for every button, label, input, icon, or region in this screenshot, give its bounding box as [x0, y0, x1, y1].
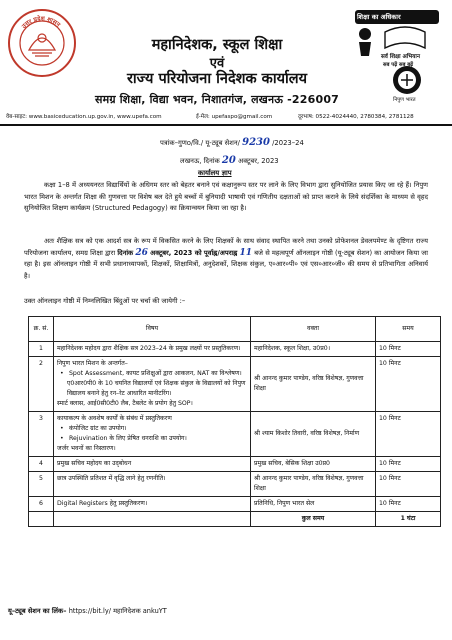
table-header-row [29, 317, 441, 342]
row-time: 10 मिनट [376, 497, 441, 512]
row-time: 10 मिनट [376, 357, 441, 412]
header-time: समय [376, 317, 441, 342]
row-topic: प्रमुख सचिव महोदय का उद्‌बोधन [54, 457, 251, 472]
office-title-line-1: महानिदेशक, स्कूल शिक्षा [151, 37, 283, 53]
header-serial: क्र. सं. [29, 317, 54, 342]
para2-time-handwritten: 11 [239, 247, 253, 258]
para2-date-prefix: दिनांक [117, 248, 134, 257]
table-row [29, 472, 441, 497]
para2-part-c: बजे से महत्वपूर्ण ऑनलाइन गोष्ठी (यू-ट्यूब सेशन) का आयोजन किया जा रहा है। इस ऑनलाइन गोष्ठी में सभी प्रधानाध्यापकों, शिक्षकों, शिक्षामित्रों, अनुदेशकों, शिक्षक संकुल, ए०आर०पी० एवं एस०आर०जी० की समय से प्रतिभागिता अनिवार्य है। [24, 248, 428, 280]
header-divider [0, 124, 452, 126]
table-row [29, 412, 441, 457]
office-address: समग्र शिक्षा, विद्या भवन, निशातगंज, लखनऊ -226007 [94, 93, 340, 106]
right-to-education-logo [345, 8, 445, 104]
row-serial: 2 [29, 357, 54, 412]
para2-part-b: अक्टूबर, 2023 को पूर्वाह्न/अपराह्न [150, 248, 238, 257]
rte-title: शिक्षा का अधिकार [357, 13, 401, 21]
row-topic: छात्र उपस्थिति प्रतिशत में वृद्धि लाने हेतु रणनीति। [54, 472, 251, 497]
office-title-line-3: राज्य परियोजना निदेशक कार्यालय [127, 71, 307, 87]
phone-text: दूरभाष: 0522-4024440, 2780384, 2781128 [298, 114, 414, 120]
table-row [29, 497, 441, 512]
seal-text: उत्तर प्रदेश शासन [20, 15, 62, 30]
table-row [29, 457, 441, 472]
row-topic-head: कायाकल्प के अवशेष कार्यों के संबंध में प्रस्तुतिकरण [57, 415, 172, 422]
para2-date-day-handwritten: 26 [135, 247, 148, 258]
website-text: वेब-साइट: www.basiceducation.up.gov.in, www.upefa.com [6, 114, 162, 120]
row-topic-item: ए0आर0पी0 के 10 चयनित विद्यालयों एवं शिक्षक संकुल के विद्यालयों को निपुण विद्यालय बनाने हेतु रन–रेट आधारित मानीटरिंग। [67, 380, 246, 397]
table-row [29, 342, 441, 357]
ref-suffix: /2023–24 [272, 139, 304, 147]
office-title-line-2: एवं [209, 56, 225, 71]
row-topic-item: स्मार्ट क्लास, आई0सी0टी0 लैब, टैबलेट के प्रयोग हेतु SOP। [57, 400, 193, 407]
email-text: ई-मेल: upefaspo@gmail.com [196, 114, 273, 120]
discussion-intro: उक्त ऑनलाइन गोष्ठी में निम्नलिखित बिंदुओं पर चर्चा की जायेगी :– [24, 297, 186, 305]
row-speaker: श्री श्याम किशोर तिवारी, वरिष्ठ विशेषज्ञ, निर्माण [251, 412, 376, 457]
youtube-link-line [8, 606, 167, 615]
row-serial: 4 [29, 457, 54, 472]
row-time: 10 मिनट [376, 472, 441, 497]
total-label: कुल समय [251, 512, 376, 527]
body-paragraph-2 [24, 236, 428, 282]
youtube-link-label: यू–ट्यूब सेशन का लिंक– [8, 607, 67, 615]
row-topic [54, 412, 251, 457]
row-time: 10 मिनट [376, 342, 441, 357]
row-serial: 6 [29, 497, 54, 512]
header-speaker: वक्ता [251, 317, 376, 342]
date-day-handwritten: 20 [221, 155, 236, 166]
row-speaker: श्री आनन्द कुमार पाण्डेय, वरिष्ठ विशेषज्ञ, गुणवत्ता शिक्षा [251, 472, 376, 497]
table-total-row [29, 512, 441, 527]
agenda-table [28, 316, 441, 527]
header-topic: विषय [54, 317, 251, 342]
total-value: 1 घंटा [376, 512, 441, 527]
row-topic-item: जर्जर भवनों का निस्तारण। [57, 445, 116, 452]
row-topic: महानिदेशक महोदय द्वारा शैक्षिक सत्र 2023–24 के प्रमुख लक्ष्यों पर प्रस्तुतिकरण। [54, 342, 251, 357]
reference-line [160, 137, 304, 148]
row-speaker: प्रतिनिधि, निपुण भारत सेल [251, 497, 376, 512]
row-topic [54, 357, 251, 412]
contact-strip [0, 112, 452, 122]
svg-text:उत्तर प्रदेश शासन [20, 14, 62, 30]
row-serial: 1 [29, 342, 54, 357]
row-time: 10 मिनट [376, 457, 441, 472]
ref-prefix: पत्रांक–गुणo/वि./ यू-ट्यूब सेशन/ [160, 139, 240, 147]
ref-number-handwritten: 9230 [242, 137, 270, 148]
date-line [180, 155, 279, 166]
memo-title: कार्यालय ज्ञाप [198, 169, 232, 177]
row-speaker: महानिदेशक, स्कूल शिक्षा, उ0प्र0। [251, 342, 376, 357]
row-speaker: प्रमुख सचिव, बेसिक शिक्षा उ0प्र0 [251, 457, 376, 472]
table-row [29, 357, 441, 412]
date-prefix: लखनऊ, दिनांक [180, 157, 220, 165]
row-time: 10 मिनट [376, 412, 441, 457]
nipun-tag: निपुण भारत [393, 97, 416, 103]
row-serial: 5 [29, 472, 54, 497]
up-government-seal-icon [7, 8, 77, 78]
row-serial: 3 [29, 412, 54, 457]
row-topic-bullet: • Rejuvination के लिए प्रेषित धनराशि का उपयोग। [57, 434, 247, 444]
body-paragraph-1: कक्षा 1–8 में अध्ययनरत विद्यार्थियों के अधिगम स्तर को बेहतर बनाने एवं कक्षानुरूप स्तर पर लाने के लिए विभाग द्वारा सुनियोजित प्रयास किए जा रहे हैं। निपुण भारत मिशन के अन्तर्गत शिक्षा की गुणवत्ता पर विशेष बल देते हुये बच्चों में बुनियादी भाषायी एवं गणितीय दक्षताओं को प्राप्त कराने के लिये संदर्शिका के माध्यम से वृहद सुनियोजित शिक्षण कार्यक्रम (Structured Pedagogy) का क्रियान्वयन किया जा रहा है। [24, 181, 428, 212]
row-topic-head: निपुण भारत मिशन के अन्तर्गत– [57, 360, 128, 367]
ssa-slogan: सर्व शिक्षा अभियान [381, 54, 420, 60]
date-suffix: अक्टूबर, 2023 [238, 157, 279, 165]
ssa-slogan-2: सब पढ़ें सब बढ़ें [383, 62, 414, 68]
row-topic-bullet: • Spot Assessment, कायट प्रशिक्षुओं द्वारा आकलन, NAT का विश्लेषण। [57, 369, 247, 379]
row-topic-bullet: • कंपोजिट ग्रांट का उपयोग। [57, 424, 247, 434]
row-speaker: श्री आनन्द कुमार पाण्डेय, वरिष्ठ विशेषज्ञ, गुणवत्ता शिक्षा [251, 357, 376, 412]
youtube-link[interactable]: https://bit.ly/ महानिदेशक ankuYT [68, 607, 167, 615]
para2-part-a: अतः शैक्षिक सत्र को एक आदर्श सत्र के रूप में विकसित करने के लिए शिक्षकों के साथ संवाद स्थापित करने तथा उनको प्रोफेशनल डेवलपमेण्ट के दृष्टिगत राज्य परियोजना कार्यालय, समग्र शिक्षा द्वारा [24, 237, 428, 257]
row-topic: Digital Registers हेतु प्रस्तुतिकरण। [54, 497, 251, 512]
